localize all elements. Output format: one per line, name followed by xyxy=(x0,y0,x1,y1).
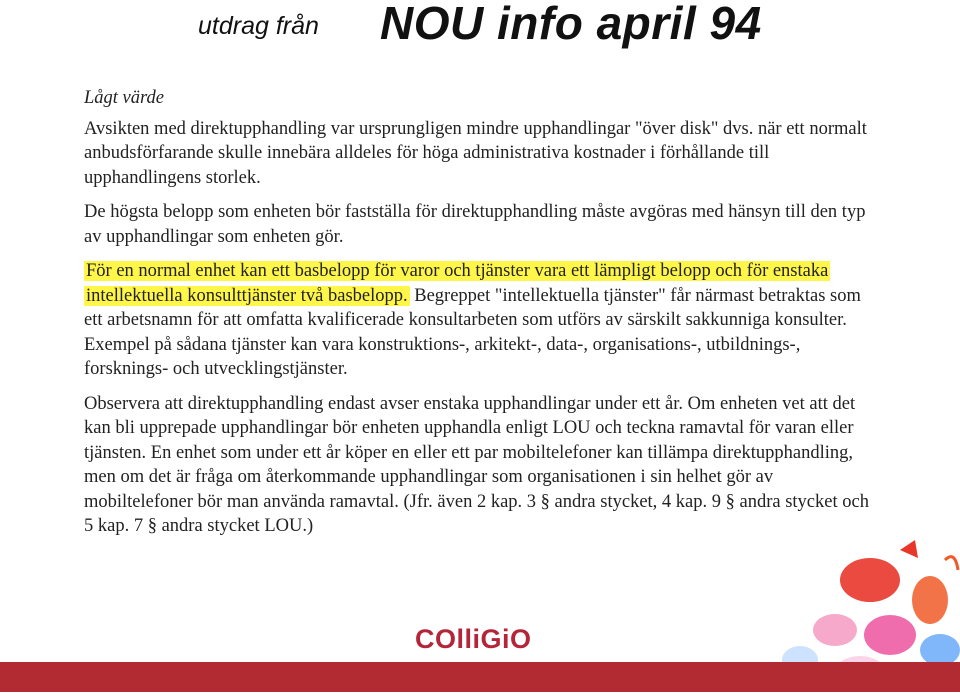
footer-bar xyxy=(0,662,960,692)
paragraph-1: Avsikten med direktupphandling var ursprungligen mindre upphandlingar "över disk" dvs. när ett normalt anbudsförfarande skulle innebära alldeles för höga administrativa kostnader i förhållande till upphandlingens storlek. xyxy=(84,118,867,188)
paragraph-3-rest: Begreppet "intellektuella tjänster" får närmast betraktas som ett arbetsnamn för att omfatta kvalificerade konsultarbeten som utförs av särskilt sakkunniga konsulter. Exempel på sådana tjänster kan vara konstruktions-, arkitekt-, data-, organisations-, utbildnings-, forsknings- och utvecklingstjänster. xyxy=(84,285,861,379)
highlighted-text: För en normal enhet kan ett basbelopp för varor och tjänster vara ett lämpligt belopp och för enstaka intellektuella konsulttjänster två basbelopp. xyxy=(86,261,829,306)
paragraph-2: De högsta belopp som enheten bör fastställa för direktupphandling måste avgöras med hänsyn till den typ av upphandlingar som enheten gör. xyxy=(84,202,866,247)
document-excerpt xyxy=(84,86,874,549)
company-logo: COlliGiO xyxy=(415,624,532,654)
paragraph-4: Observera att direktupphandling endast avser enstaka upphandlingar under ett år. Om enheten vet att det kan bli upprepade upphandlingar bör enheten upphandla enligt LOU och teckna ramavtal för varan eller tjänsten. En enhet som under ett år köper en eller ett par mobiltelefoner kan tillämpa direktupphandling, men om det är fråga om återkommande upphandlingar som organisationen i sin helhet gör av mobiltelefoner bör man använda ramavtal. (Jfr. även 2 kap. 3 § andra stycket, 4 kap. 9 § andra stycket och 5 kap. 7 § andra stycket LOU.) xyxy=(84,393,869,536)
section-title: Lågt värde xyxy=(84,88,164,108)
header-subtitle: utdrag från xyxy=(198,12,319,40)
page-title: NOU info april 94 xyxy=(380,0,762,49)
paragraph-3 xyxy=(84,259,874,382)
